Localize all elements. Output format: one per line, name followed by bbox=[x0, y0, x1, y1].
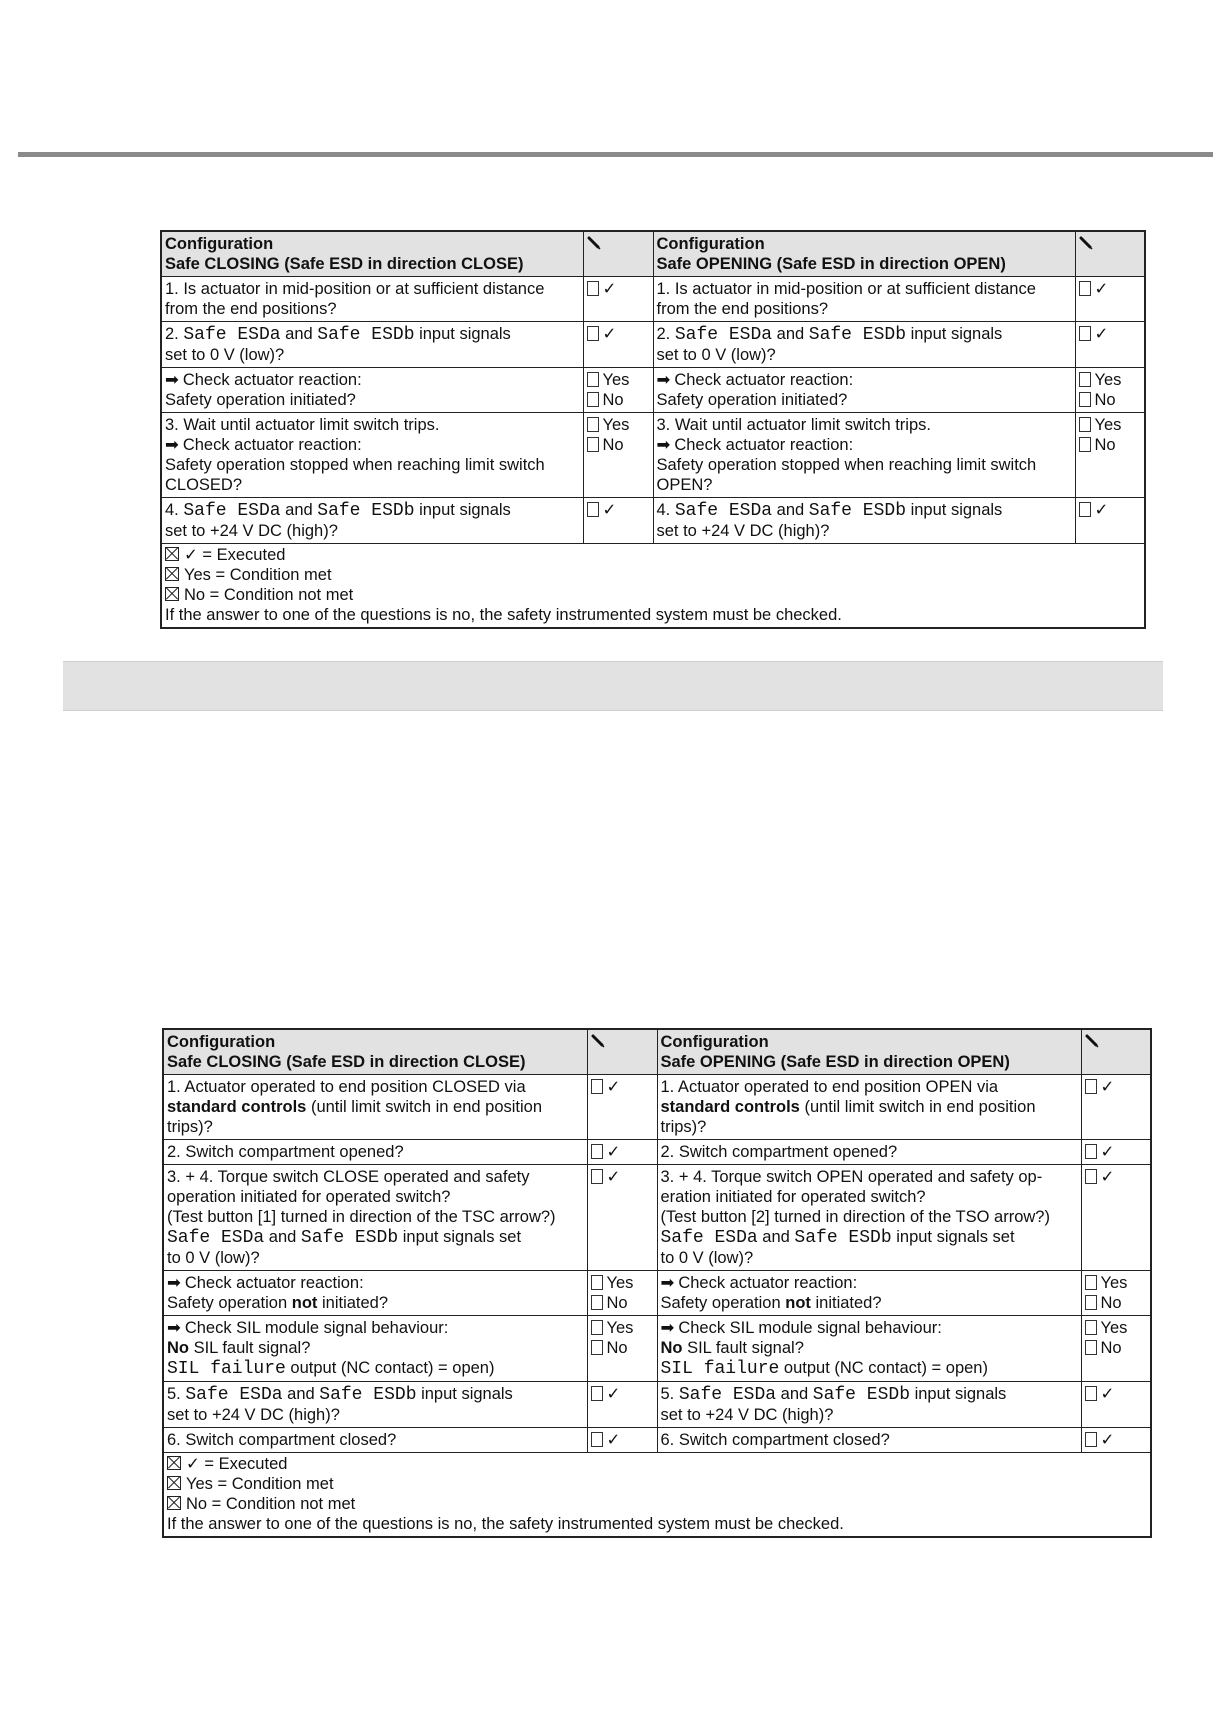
header-opening: Configuration Safe OPENING (Safe ESD in direction OPEN) bbox=[657, 1029, 1081, 1075]
arrow-icon: ➡ bbox=[656, 436, 671, 454]
checklist-table-2 bbox=[162, 1028, 1152, 1538]
arrow-icon: ➡ bbox=[660, 1274, 675, 1292]
checkbox-icon bbox=[1085, 1320, 1097, 1335]
checkbox-icon bbox=[591, 1340, 603, 1355]
no-checkbox[interactable]: No bbox=[591, 1338, 654, 1358]
yes-checkbox[interactable]: Yes bbox=[587, 415, 650, 435]
legend: ✓ = Executed Yes = Condition met No = Condition not met If the answer to one of the questions is no, the safety instrumented system must be checked. bbox=[161, 544, 1145, 629]
checkbox-icon bbox=[1085, 1169, 1097, 1184]
legend-note: If the answer to one of the questions is no, the safety instrumented system must be checked. bbox=[165, 606, 842, 624]
yes-checkbox[interactable]: Yes bbox=[591, 1318, 654, 1338]
header-closing: Configuration Safe CLOSING (Safe ESD in direction CLOSE) bbox=[163, 1029, 587, 1075]
legend: ✓ = Executed Yes = Condition met No = Condition not met If the answer to one of the questions is no, the safety instrumented system must be checked. bbox=[163, 1453, 1151, 1538]
executed-checkbox[interactable]: ✓ bbox=[591, 1142, 654, 1162]
checkbox-icon bbox=[591, 1295, 603, 1310]
table-row: 1. Actuator operated to end position CLOSED via standard controls (until limit switch in end position trips)? ✓ 1. Actuator operated to end position OPEN via standard controls (until limit switch in end position trips)? ✓ bbox=[163, 1075, 1151, 1140]
pencil-icon bbox=[1085, 1034, 1099, 1048]
yes-checkbox[interactable]: Yes bbox=[1079, 370, 1142, 390]
pencil-cell bbox=[587, 1029, 657, 1075]
no-checkbox[interactable]: No bbox=[591, 1293, 654, 1313]
table-row: 5. Safe ESDa and Safe ESDb input signals set to +24 V DC (high)? ✓ 5. Safe ESDa and Safe ESDb input signals set to +24 V DC (high)? ✓ bbox=[163, 1382, 1151, 1428]
table-row: ➡ Check SIL module signal behaviour: No SIL fault signal? SIL failure output (NC contact) = open) Yes No ➡ Check SIL module signal behaviour: No SIL fault signal? SIL failure output (NC contact) = open) Yes No bbox=[163, 1316, 1151, 1382]
executed-checkbox[interactable]: ✓ bbox=[591, 1384, 654, 1404]
checkbox-icon bbox=[1079, 326, 1091, 341]
executed-checkbox[interactable]: ✓ bbox=[1079, 279, 1142, 299]
table-header bbox=[161, 231, 1145, 277]
arrow-icon: ➡ bbox=[167, 1319, 181, 1337]
yes-checkbox[interactable]: Yes bbox=[1085, 1273, 1148, 1293]
table-header bbox=[163, 1029, 1151, 1075]
no-checkbox[interactable]: No bbox=[587, 435, 650, 455]
executed-checkbox[interactable]: ✓ bbox=[1085, 1142, 1148, 1162]
checkbox-icon bbox=[591, 1079, 603, 1094]
table-row: 6. Switch compartment closed? ✓ 6. Switch compartment closed? ✓ bbox=[163, 1428, 1151, 1453]
checkbox-icon bbox=[587, 437, 599, 452]
checkbox-icon bbox=[1085, 1079, 1097, 1094]
arrow-icon: ➡ bbox=[165, 436, 179, 454]
executed-checkbox[interactable]: ✓ bbox=[591, 1430, 654, 1450]
checkbox-icon bbox=[591, 1169, 603, 1184]
checkbox-icon bbox=[1079, 502, 1091, 517]
checkbox-icon bbox=[591, 1144, 603, 1159]
no-checkbox[interactable]: No bbox=[1085, 1338, 1148, 1358]
header-opening: Configuration Safe OPENING (Safe ESD in direction OPEN) bbox=[653, 231, 1075, 277]
yes-checkbox[interactable]: Yes bbox=[1085, 1318, 1148, 1338]
table-row: 2. Switch compartment opened? ✓ 2. Switch compartment opened? ✓ bbox=[163, 1140, 1151, 1165]
pencil-cell bbox=[583, 231, 653, 277]
executed-checkbox[interactable]: ✓ bbox=[587, 324, 650, 344]
pencil-icon bbox=[1079, 236, 1093, 250]
top-divider bbox=[18, 152, 1213, 157]
executed-checkbox[interactable]: ✓ bbox=[1085, 1077, 1148, 1097]
checkbox-icon bbox=[1085, 1295, 1097, 1310]
header-closing: Configuration Safe CLOSING (Safe ESD in direction CLOSE) bbox=[161, 231, 583, 277]
checkbox-icon bbox=[591, 1320, 603, 1335]
checkbox-icon bbox=[591, 1386, 603, 1401]
executed-checkbox[interactable]: ✓ bbox=[1085, 1430, 1148, 1450]
checkbox-icon bbox=[1085, 1144, 1097, 1159]
no-checkbox[interactable]: No bbox=[587, 390, 650, 410]
no-checkbox[interactable]: No bbox=[1079, 435, 1142, 455]
pencil-cell bbox=[1081, 1029, 1151, 1075]
checkbox-icon bbox=[591, 1432, 603, 1447]
table-row: 1. Is actuator in mid-position or at sufficient distance from the end positions? ✓ 1. Is actuator in mid-position or at sufficient distance from the end positions? ✓ bbox=[161, 277, 1145, 322]
no-checkbox[interactable]: No bbox=[1079, 390, 1142, 410]
table-row: ➡ Check actuator reaction: Safety operation initiated? Yes No ➡ Check actuator reaction: Safety operation initiated? Yes No bbox=[161, 368, 1145, 413]
checkbox-icon bbox=[1079, 417, 1091, 432]
checkbox-icon bbox=[1085, 1340, 1097, 1355]
executed-checkbox[interactable]: ✓ bbox=[1079, 500, 1142, 520]
crossed-box-icon bbox=[165, 567, 179, 581]
yes-checkbox[interactable]: Yes bbox=[1079, 415, 1142, 435]
yes-checkbox[interactable]: Yes bbox=[591, 1273, 654, 1293]
checkbox-icon bbox=[1079, 372, 1091, 387]
section-band bbox=[63, 661, 1163, 711]
pencil-cell bbox=[1075, 231, 1145, 277]
checkbox-icon bbox=[1085, 1275, 1097, 1290]
executed-checkbox[interactable]: ✓ bbox=[1085, 1384, 1148, 1404]
arrow-icon: ➡ bbox=[165, 371, 179, 389]
crossed-box-icon bbox=[167, 1496, 181, 1510]
executed-checkbox[interactable]: ✓ bbox=[1079, 324, 1142, 344]
checkbox-icon bbox=[1079, 281, 1091, 296]
arrow-icon: ➡ bbox=[660, 1319, 675, 1337]
crossed-box-icon bbox=[167, 1476, 181, 1490]
table-row: 4. Safe ESDa and Safe ESDb input signals set to +24 V DC (high)? ✓ 4. Safe ESDa and Safe ESDb input signals set to +24 V DC (high)? ✓ bbox=[161, 498, 1145, 544]
crossed-box-icon bbox=[165, 587, 179, 601]
checkbox-icon bbox=[587, 281, 599, 296]
yes-checkbox[interactable]: Yes bbox=[587, 370, 650, 390]
table-row: 2. Safe ESDa and Safe ESDb input signals set to 0 V (low)? ✓ 2. Safe ESDa and Safe ESDb input signals set to 0 V (low)? ✓ bbox=[161, 322, 1145, 368]
no-checkbox[interactable]: No bbox=[1085, 1293, 1148, 1313]
table-row: 3. Wait until actuator limit switch trips. ➡ Check actuator reaction: Safety operation stopped when reaching limit switch CLOSED? Yes No 3. Wait until actuator limit switch trips. ➡ Check actuator reaction: Safety operation stopped when reaching limit switch OPEN? Yes No bbox=[161, 413, 1145, 498]
pencil-icon bbox=[587, 236, 601, 250]
table-row: 3. + 4. Torque switch CLOSE operated and safety operation initiated for operated switch? (Test button [1] turned in direction of the TSC arrow?) Safe ESDa and Safe ESDb input signals set to 0 V (low)? ✓ 3. + 4. Torque switch OPEN operated and safety op- eration initiated for operated switch? (Test button [2] turned in direction of the TSO arrow?) Safe ESDa and Safe ESDb input signals set to 0 V (low)? ✓ bbox=[163, 1165, 1151, 1271]
arrow-icon: ➡ bbox=[167, 1274, 181, 1292]
checkbox-icon bbox=[587, 417, 599, 432]
checkbox-icon bbox=[1085, 1386, 1097, 1401]
checklist-table-1 bbox=[160, 230, 1146, 629]
checkbox-icon bbox=[587, 326, 599, 341]
pencil-icon bbox=[591, 1034, 605, 1048]
checkbox-icon bbox=[591, 1275, 603, 1290]
checkbox-icon bbox=[1079, 437, 1091, 452]
checkbox-icon bbox=[1085, 1432, 1097, 1447]
executed-checkbox[interactable]: ✓ bbox=[591, 1167, 654, 1187]
checkbox-icon bbox=[1079, 392, 1091, 407]
arrow-icon: ➡ bbox=[656, 371, 671, 389]
crossed-box-icon bbox=[167, 1456, 181, 1470]
executed-checkbox[interactable]: ✓ bbox=[591, 1077, 654, 1097]
crossed-box-icon bbox=[165, 547, 179, 561]
executed-checkbox[interactable]: ✓ bbox=[587, 500, 650, 520]
executed-checkbox[interactable]: ✓ bbox=[1085, 1167, 1148, 1187]
checkbox-icon bbox=[587, 372, 599, 387]
executed-checkbox[interactable]: ✓ bbox=[587, 279, 650, 299]
checkbox-icon bbox=[587, 392, 599, 407]
checkbox-icon bbox=[587, 502, 599, 517]
legend-note: If the answer to one of the questions is no, the safety instrumented system must be checked. bbox=[167, 1515, 844, 1533]
table-row: ➡ Check actuator reaction: Safety operation not initiated? Yes No ➡ Check actuator reaction: Safety operation not initiated? Yes No bbox=[163, 1271, 1151, 1316]
